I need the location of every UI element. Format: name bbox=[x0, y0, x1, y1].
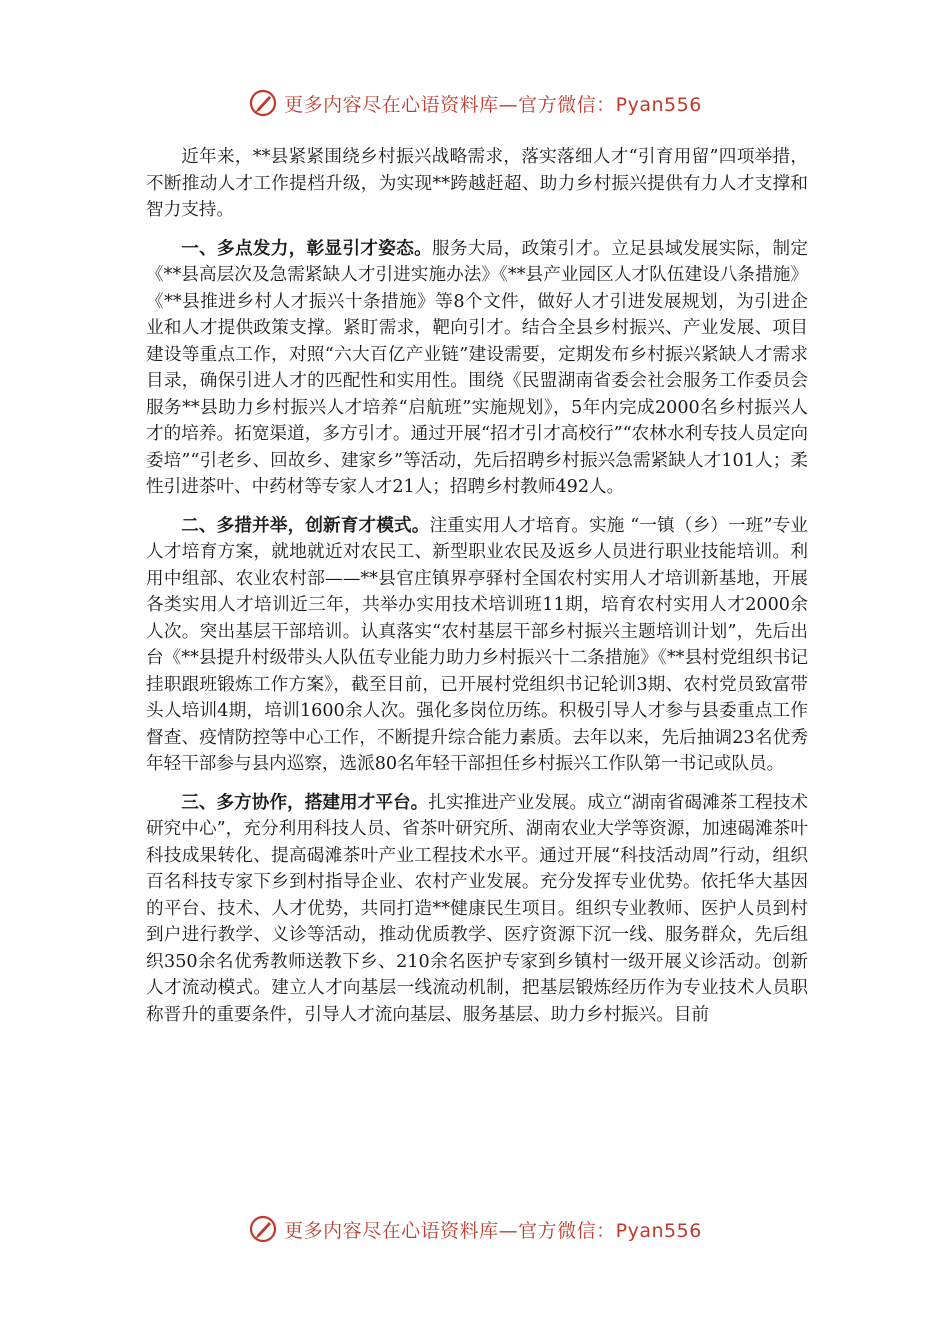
section-3-heading: 三、多方协作，搭建用才平台。 bbox=[181, 791, 429, 813]
intro-paragraph bbox=[146, 144, 808, 224]
section-1-heading: 一、多点发力，彰显引才姿态。 bbox=[181, 237, 433, 259]
section-1-text: 服务大局，政策引才。立足县域发展实际，制定《**县高层次及急需紧缺人才引进实施办法》《**县产业园区人才队伍建设八条措施》《**县推进乡村人才振兴十条措施》等8个文件，做好人才引进发展规划，为引进企业和人才提供政策支撑。紧盯需求，靶向引才。结合全县乡村振兴、产业发展、项目建设等重点工作，对照“六大百亿产业链”建设需要，定期发布乡村振兴紧缺人才需求目录，确保引进人才的匹配性和实用性。围绕《民盟湖南省委会社会服务工作委员会服务**县助力乡村振兴人才培养“启航班”实施规划》，5年内完成2000名乡村振兴人才的培养。拓宽渠道，多方引才。通过开展“招才引才高校行”“农林水利专技人员定向委培”“引老乡、回故乡、建家乡”等活动，先后招聘乡村振兴急需紧缺人才101人；柔性引进茶叶、中药材等专家人才21人；招聘乡村教师492人。 bbox=[146, 238, 808, 497]
footer-banner-text: 更多内容尽在心语资料库—官方微信：Pyan556 bbox=[284, 1219, 702, 1242]
section-2-heading: 二、多措并举，创新育才模式。 bbox=[181, 514, 430, 536]
header-banner bbox=[0, 86, 950, 120]
section-1-paragraph bbox=[146, 236, 808, 501]
intro-text: 近年来，**县紧紧围绕乡村振兴战略需求，落实落细人才“引育用留”四项举措，不断推动人才工作提档升级，为实现**跨越赶超、助力乡村振兴提供有力人才支撑和智力支持。 bbox=[146, 147, 808, 220]
document-body bbox=[146, 144, 808, 1040]
banner-text: 更多内容尽在心语资料库—官方微信：Pyan556 bbox=[284, 93, 702, 116]
footer-banner bbox=[0, 1212, 950, 1246]
section-3-paragraph bbox=[146, 790, 808, 1029]
quill-pen-logo-icon bbox=[248, 88, 278, 118]
section-3-text: 扎实推进产业发展。成立“湖南省碣滩茶工程技术研究中心”，充分利用科技人员、省茶叶研究所、湖南农业大学等资源，加速碣滩茶叶科技成果转化、提高碣滩茶叶产业工程技术水平。通过开展“科技活动周”行动，组织百名科技专家下乡到村指导企业、农村产业发展。充分发挥专业优势。依托华大基因的平台、技术、人才优势，共同打造**健康民生项目。组织专业教师、医护人员到村到户进行教学、义诊等活动，推动优质教学、医疗资源下沉一线、服务群众，先后组织350余名优秀教师送教下乡、210余名医护专家到乡镇村一级开展义诊活动。创新人才流动模式。建立人才向基层一线流动机制，把基层锻炼经历作为专业技术人员职称晋升的重要条件，引导人才流向基层、服务基层、助力乡村振兴。目前 bbox=[146, 792, 808, 1025]
section-2-text: 注重实用人才培育。实施 “一镇（乡）一班”专业人才培育方案，就地就近对农民工、新型职业农民及返乡人员进行职业技能培训。利用中组部、农业农村部——**县官庄镇界亭驿村全国农村实用人才培训新基地，开展各类实用人才培训近三年，共举办实用技术培训班11期，培育农村实用人才2000余人次。突出基层干部培训。认真落实“农村基层干部乡村振兴主题培训计划”，先后出台《**县提升村级带头人队伍专业能力助力乡村振兴十二条措施》《**县村党组织书记挂职跟班锻炼工作方案》，截至目前，已开展村党组织书记轮训3期、农村党员致富带头人培训4期，培训1600余人次。强化多岗位历练。积极引导人才参与县委重点工作督查、疫情防控等中心工作，不断提升综合能力素质。去年以来，先后抽调23名优秀年轻干部参与县内巡察，选派80名年轻干部担任乡村振兴工作队第一书记或队员。 bbox=[146, 515, 808, 774]
section-2-paragraph bbox=[146, 513, 808, 778]
quill-pen-logo-icon bbox=[248, 1214, 278, 1244]
